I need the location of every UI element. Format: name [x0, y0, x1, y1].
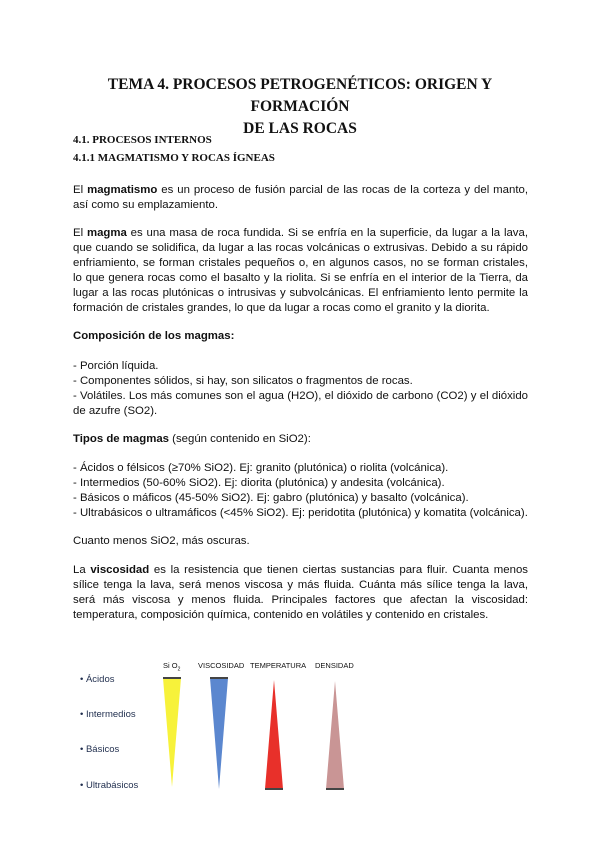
- composicion-heading: Composición de los magmas:: [73, 330, 235, 342]
- row-label-intermedios: • Intermedios: [80, 709, 136, 720]
- viscosidad-triangle: [210, 678, 228, 789]
- subsection-heading: 4.1.1 MAGMATISMO Y ROCAS ÍGNEAS: [73, 152, 275, 164]
- column-label-densidad: DENSIDAD: [315, 661, 354, 670]
- title-line-1: TEMA 4. PROCESOS PETROGENÉTICOS: ORIGEN Y FORMACIÓN: [107, 76, 493, 115]
- title-line-2: DE LAS ROCAS: [243, 120, 357, 137]
- row-label-basicos: • Básicos: [80, 744, 120, 755]
- list-item: - Componentes sólidos, si hay, son silicatos o fragmentos de rocas.: [73, 375, 413, 387]
- list-item: - Volátiles. Los más comunes son el agua (H2O), el dióxido de carbono (CO2) y el dióxido de azufre (SO2).: [73, 390, 528, 417]
- paragraph-magma: El magma es una masa de roca fundida. Si se enfría en la superficie, da lugar a la lava, que cuando se solidifica, da lugar a las rocas volcánicas o extrusivas. Debido a su rápido enfriamiento, se forman cristales pequeños o, en algunos casos, no se forman cristales, lo que genera rocas como el basalto y la riolita. Si se enfría en el interior de la Tierra, da lugar a las rocas plutónicas o intrusivas y subvolcánicas. El enfriamiento lento permite la formación de cristales grandes, lo que da lugar a rocas como el granito y la diorita.: [73, 227, 529, 314]
- list-item: - Intermedios (50-60% SiO2). Ej: diorita (plutónica) y andesita (volcánica).: [73, 477, 445, 489]
- section-heading: 4.1. PROCESOS INTERNOS: [73, 134, 212, 146]
- paragraph-viscosidad: La viscosidad es la resistencia que tienen ciertas sustancias para fluir. Cuanta menos sílice tenga la lava, será menos viscosa y más fluida. Cuánta más sílice tenga la lava, será más viscosa y menos fluida. Principales factores que afectan la viscosidad: temperatura, composición química, contenido en volátiles y contenido en cristales.: [73, 564, 528, 621]
- paragraph-magmatismo: El magmatismo es un proceso de fusión parcial de las rocas de la corteza y del manto, así como su emplazamiento.: [73, 184, 528, 211]
- row-label-ultrabasicos: • Ultrabásicos: [80, 780, 139, 791]
- viscosidad-cap: [210, 677, 228, 679]
- list-item: - Porción líquida.: [73, 360, 159, 372]
- densidad-triangle: [326, 681, 344, 789]
- sio2-triangle: [163, 678, 181, 787]
- column-label-viscosidad: VISCOSIDAD: [198, 661, 245, 670]
- list-item: - Ácidos o félsicos (≥70% SiO2). Ej: granito (plutónica) o riolita (volcánica).: [73, 462, 449, 474]
- row-label-acidos: • Ácidos: [80, 674, 115, 685]
- temperatura-base: [265, 788, 283, 790]
- densidad-base: [326, 788, 344, 790]
- tipos-heading: Tipos de magmas (según contenido en SiO2):: [73, 433, 311, 445]
- column-label-sio2: Si $O_2$: [163, 661, 181, 673]
- sio2-cap: [163, 677, 181, 679]
- list-item: - Básicos o máficos (45-50% SiO2). Ej: gabro (plutónica) y basalto (volcánica).: [73, 492, 469, 504]
- column-label-temperatura: TEMPERATURA: [250, 661, 307, 670]
- list-item: - Ultrabásicos o ultramáficos (<45% SiO2). Ej: peridotita (plutónica) y komatita (volcánica).: [73, 507, 528, 519]
- cuanto-text: Cuanto menos SiO2, más oscuras.: [73, 535, 250, 547]
- temperatura-triangle: [265, 680, 283, 789]
